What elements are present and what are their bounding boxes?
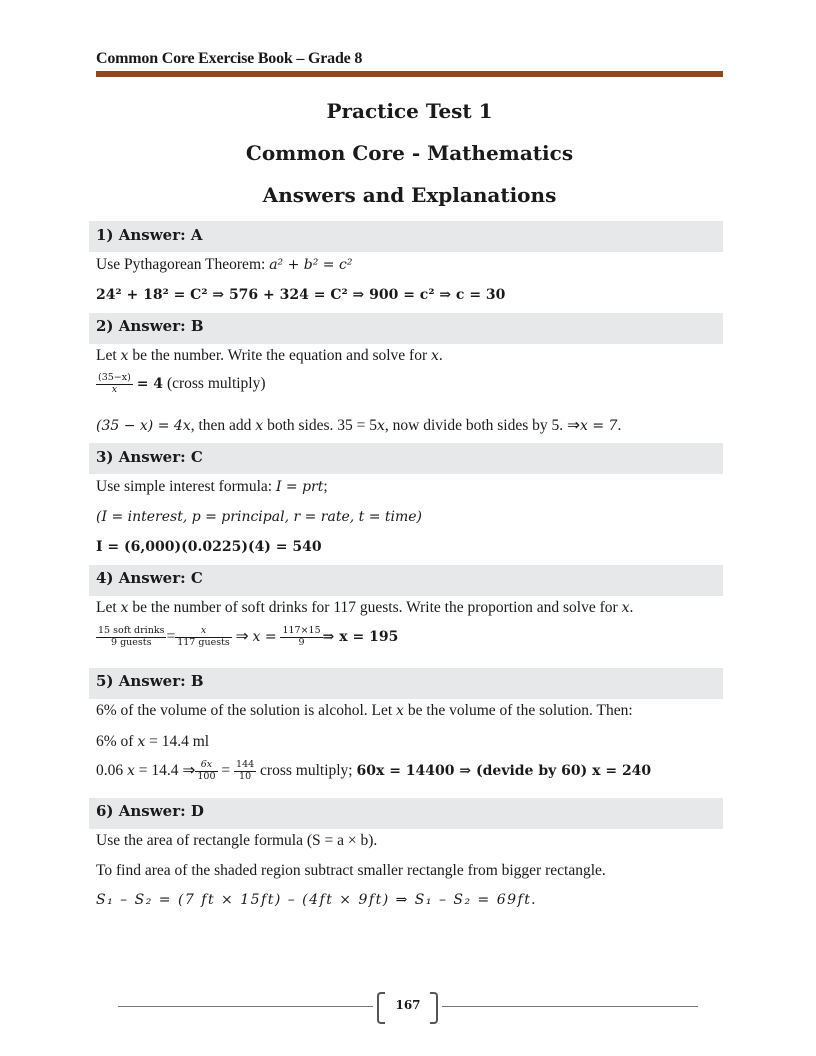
q2-frac-den: x: [111, 383, 118, 395]
q1-line-1: [96, 256, 352, 274]
q5-text-a: 6% of the volume of the solution is alcohol. Let: [96, 702, 397, 719]
q2-text-c: .: [438, 347, 443, 364]
q2-line-1: [96, 347, 443, 365]
q2-eq: = 4: [136, 375, 164, 392]
test-title: Practice Test 1: [326, 99, 493, 123]
q3-definitions: (I = interest, p = principal, r = rate, t = time): [96, 509, 423, 525]
q2-var: x: [120, 348, 129, 364]
q2-result: x = 7: [580, 418, 618, 434]
q5-l2-b: = 14.4 ml: [145, 733, 210, 750]
q2-l3-d: .: [617, 417, 622, 434]
q4-f1-num: 15 soft drinks: [98, 625, 165, 636]
q5-f2-den: 10: [239, 770, 252, 782]
q3-line-2: [96, 508, 422, 526]
q2-l3-x: x: [255, 418, 264, 434]
q2-text-a: Let: [96, 347, 121, 364]
q1-formula: a² + b² = c²: [269, 257, 353, 273]
answer-label-1: 1) Answer: A: [96, 226, 203, 244]
q5-l2-x: x: [137, 734, 146, 750]
q4-f3-num: 117×15: [282, 625, 321, 636]
answer-label-6: 6) Answer: D: [96, 802, 204, 820]
q5-eq: =: [217, 761, 235, 779]
q5-l2-a: 6% of: [96, 733, 138, 750]
q4-line-1: [96, 599, 633, 617]
header-rule: [96, 71, 723, 77]
q4-var: x: [120, 600, 129, 616]
q5-l3-b: = 14.4 ⇒: [134, 761, 196, 779]
q3-line-1: [96, 478, 328, 496]
q5-line-1: [96, 702, 633, 720]
q4-text-a: Let: [96, 599, 121, 616]
q3-solution: I = (6,000)(0.0225)(4) = 540: [96, 539, 322, 555]
q4-line-2: [96, 626, 398, 649]
answer-label-3: 3) Answer: C: [96, 448, 203, 466]
q4-f2-den: 117 guests: [177, 636, 230, 648]
q3-text: Use simple interest formula:: [96, 478, 276, 495]
q4-f1-den: 9 guests: [111, 636, 152, 648]
left-brace-icon: [377, 992, 385, 1024]
right-brace-icon: [430, 992, 438, 1024]
q2-var-2: x: [430, 348, 439, 364]
q5-fraction-1: [195, 760, 217, 783]
q5-line-2: [96, 733, 209, 751]
q3-semicolon: ;: [323, 478, 328, 495]
footer-rule-right: [442, 1006, 698, 1007]
q6-line-2: To find area of the shaded region subtract smaller rectangle from bigger rectangle.: [96, 862, 606, 879]
q4-eq: =: [166, 627, 176, 645]
q4-result: ⇒ x = 195: [322, 628, 399, 645]
q6-line-1: Use the area of rectangle formula (S = a × b).: [96, 832, 378, 849]
q3-line-3: [96, 538, 322, 556]
q4-fraction-3: [280, 626, 322, 649]
q2-l3-x2: x: [377, 418, 385, 434]
q6-period: .: [531, 891, 536, 908]
q5-f2-num: 144: [236, 759, 255, 770]
q2-line-2: [96, 373, 266, 396]
answer-label-2: 2) Answer: B: [96, 317, 204, 335]
q6-line-3: [96, 891, 535, 909]
running-header: Common Core Exercise Book – Grade 8: [96, 50, 363, 67]
section-title: Answers and Explanations: [262, 183, 557, 207]
q5-f1-num: 6x: [195, 760, 217, 772]
q2-line-3: [96, 416, 621, 435]
page-number: 167: [395, 998, 421, 1012]
q2-eq-2: (35 − x) = 4x: [96, 418, 191, 434]
q5-l3-c: cross multiply;: [256, 761, 357, 779]
q4-var-2: x: [621, 600, 630, 616]
q4-xeq: x =: [252, 628, 277, 645]
q5-line-3: [96, 760, 651, 783]
q2-l3-b: both sides. 35 = 5: [263, 417, 377, 434]
answer-label-5: 5) Answer: B: [96, 672, 204, 690]
q5-text-b: be the volume of the solution. Then:: [403, 702, 633, 719]
q4-text-b: be the number of soft drinks for 117 guests. Write the proportion and solve for: [128, 599, 622, 616]
q1-solution: 24² + 18² = C² ⇒ 576 + 324 = C² ⇒ 900 = c² ⇒ c = 30: [96, 287, 506, 303]
q4-text-c: .: [629, 599, 634, 616]
subject-title: Common Core - Mathematics: [245, 141, 574, 165]
q2-cross: (cross multiply): [163, 374, 266, 392]
q2-l3-a: , then add: [190, 417, 256, 434]
q1-text: Use Pythagorean Theorem:: [96, 256, 270, 273]
answer-label-4: 4) Answer: C: [96, 569, 203, 587]
q4-f3-den: 9: [298, 636, 305, 648]
q4-fraction-2: [175, 626, 232, 649]
q2-frac-num: (35−x): [98, 372, 131, 383]
q5-solution: 60x = 14400 ⇒ (devide by 60) x = 240: [356, 762, 652, 779]
q6-solution: S₁ – S₂ = (7 ft × 15ft) – (4ft × 9ft) ⇒ S₁ – S₂ = 69ft: [96, 892, 532, 908]
q4-fraction-1: [96, 626, 166, 649]
q4-f2-num: x: [175, 626, 232, 638]
q4-arrow: ⇒: [231, 627, 253, 645]
q5-fraction-2: [234, 760, 256, 783]
q3-formula: I = prt: [275, 479, 324, 495]
q5-f1-den: 100: [197, 770, 216, 782]
q5-l3-a: 0.06: [96, 761, 127, 779]
footer-rule-left: [118, 1006, 373, 1007]
q1-line-2: [96, 286, 505, 304]
q5-var: x: [396, 703, 404, 719]
q2-text-b: be the number. Write the equation and solve for: [128, 347, 431, 364]
q2-fraction: [96, 373, 133, 396]
q2-l3-c: , now divide both sides by 5. ⇒: [384, 417, 581, 434]
q5-l3-x: x: [127, 762, 135, 779]
